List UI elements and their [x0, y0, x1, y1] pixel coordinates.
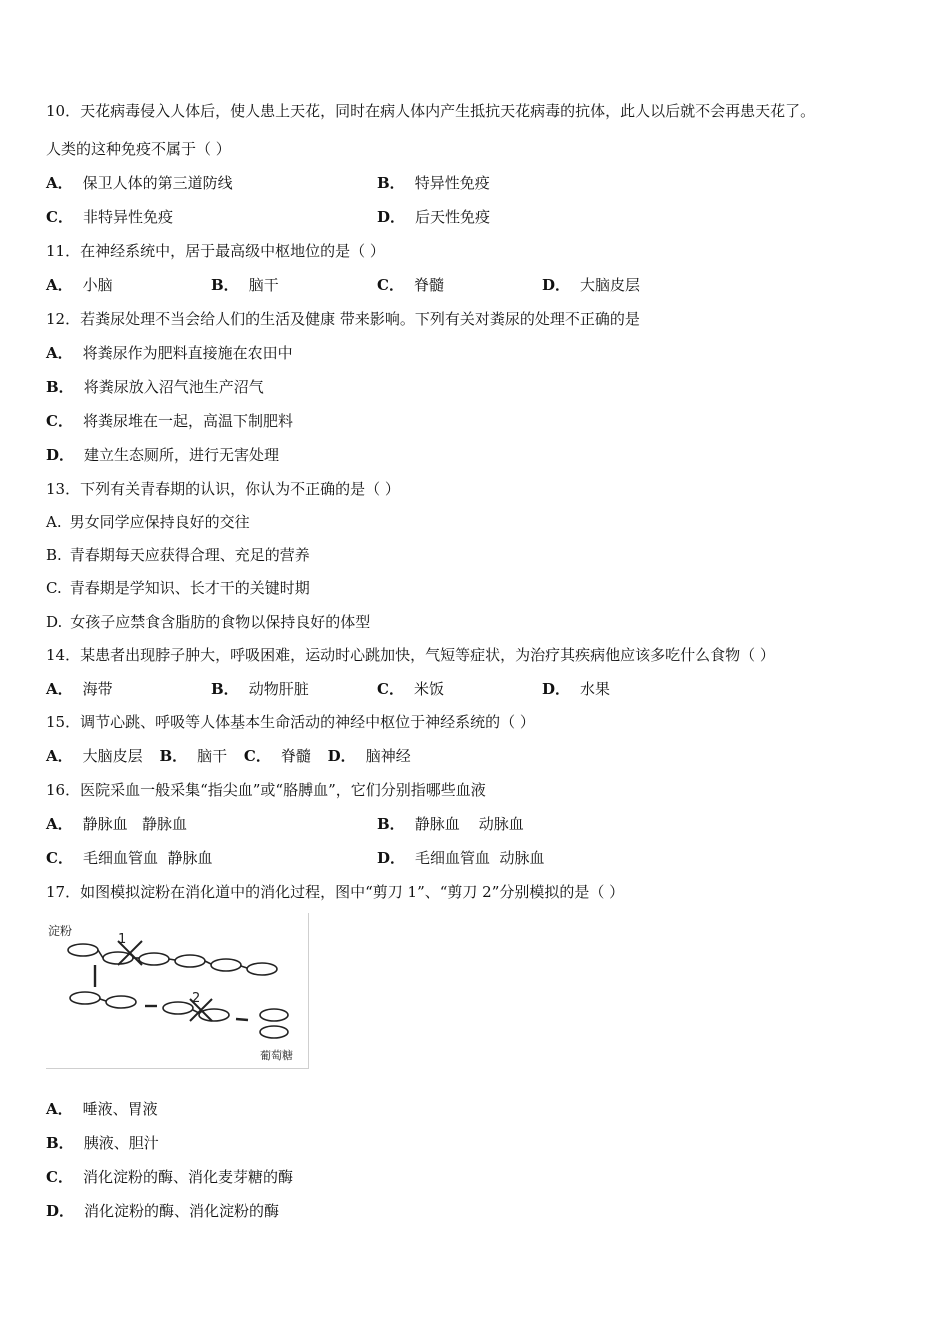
q17-option-b[interactable]: B． 胰液、胆汁	[46, 1134, 159, 1152]
q10-stem-line2: 人类的这种免疫不属于（ ）	[46, 140, 231, 158]
glucose-unit	[175, 955, 205, 967]
figure-scissors-1-label: 1	[118, 932, 127, 947]
glucose-unit	[199, 1009, 229, 1021]
q13-option-c[interactable]: C. 青春期是学知识、长才干的关键时期	[46, 579, 310, 597]
q12-option-d[interactable]: D． 建立生态厕所，进行无害处理	[46, 446, 280, 464]
q11-stem: 11．在神经系统中，居于最高级中枢地位的是（ ）	[46, 242, 385, 260]
q17-option-d[interactable]: D． 消化淀粉的酶、消化淀粉的酶	[46, 1202, 280, 1220]
starch-digestion-diagram	[46, 913, 308, 1068]
figure-label-glucose: 葡萄糖	[260, 1049, 293, 1062]
q12-option-a[interactable]: A． 将粪尿作为肥料直接施在农田中	[46, 344, 293, 362]
q15-stem: 15．调节心跳、呼吸等人体基本生命活动的神经中枢位于神经系统的（ ）	[46, 713, 535, 731]
q16-option-a[interactable]: A． 静脉血 静脉血	[46, 815, 187, 833]
q14-option-a[interactable]: A． 海带	[46, 680, 113, 698]
glucose-unit	[211, 959, 241, 971]
q16-option-d[interactable]: D． 毛细血管血 动脉血	[377, 849, 545, 867]
q16-options-row1	[0, 814, 950, 834]
q13-stem: 13．下列有关青春期的认识，你认为不正确的是（ ）	[46, 480, 400, 498]
glucose-unit	[260, 1009, 288, 1021]
q16-options-row2	[0, 848, 950, 868]
q12-stem: 12．若粪尿处理不当会给人们的生活及健康 带来影响。下列有关对粪尿的处理不正确的是	[46, 310, 640, 328]
q11-option-b[interactable]: B． 脑干	[211, 276, 279, 294]
glucose-unit	[68, 944, 98, 956]
figure-scissors-2-label: 2	[192, 991, 201, 1006]
q15-option-b[interactable]: B． 脑干	[159, 747, 228, 765]
q10-option-d[interactable]: D． 后天性免疫	[377, 208, 491, 226]
q14-option-b[interactable]: B． 动物肝脏	[211, 680, 309, 698]
q17-option-a[interactable]: A． 唾液、胃液	[46, 1100, 158, 1118]
q14-options-row	[0, 679, 950, 699]
q13-option-a[interactable]: A. 男女同学应保持良好的交往	[46, 513, 250, 531]
starch-digestion-figure	[46, 913, 309, 1069]
q10-option-b[interactable]: B． 特异性免疫	[377, 174, 490, 192]
q11-options-row	[0, 275, 950, 295]
q10-stem-line1: 10．天花病毒侵入人体后，使人患上天花，同时在病人体内产生抵抗天花病毒的抗体，此人以后就不会再患天花了。	[46, 102, 816, 120]
q14-option-c[interactable]: C． 米饭	[377, 680, 444, 698]
q10-options-row1	[0, 173, 950, 193]
q13-option-b[interactable]: B. 青春期每天应获得合理、充足的营养	[46, 546, 310, 564]
q17-option-c[interactable]: C． 消化淀粉的酶、消化麦芽糖的酶	[46, 1168, 293, 1186]
q16-stem: 16．医院采血一般采集“指尖血”或“胳膊血”，它们分别指哪些血液	[46, 781, 486, 799]
q12-option-b[interactable]: B． 将粪尿放入沼气池生产沼气	[46, 378, 264, 396]
q11-option-a[interactable]: A． 小脑	[46, 276, 113, 294]
q10-options-row2	[0, 207, 950, 227]
q13-option-d[interactable]: D. 女孩子应禁食含脂肪的食物以保持良好的体型	[46, 613, 371, 631]
q11-option-d[interactable]: D． 大脑皮层	[542, 276, 641, 294]
q15-option-c[interactable]: C． 脊髓	[243, 747, 311, 765]
q16-option-b[interactable]: B． 静脉血 动脉血	[377, 815, 524, 833]
q14-option-d[interactable]: D． 水果	[542, 680, 611, 698]
q16-option-c[interactable]: C． 毛细血管血 静脉血	[46, 849, 213, 867]
q10-option-c[interactable]: C． 非特异性免疫	[46, 208, 173, 226]
q14-stem: 14．某患者出现脖子肿大，呼吸困难，运动时心跳加快，气短等症状，为治疗其疾病他应该多吃什么食物（ ）	[46, 646, 775, 664]
q15-option-d[interactable]: D． 脑神经	[327, 747, 411, 765]
glucose-unit	[70, 992, 100, 1004]
q15-option-a[interactable]: A． 大脑皮层	[46, 747, 143, 765]
glucose-unit	[139, 953, 169, 965]
glucose-unit	[247, 963, 277, 975]
glucose-unit	[106, 996, 136, 1008]
q10-option-a[interactable]: A． 保卫人体的第三道防线	[46, 174, 233, 192]
glucose-unit	[260, 1026, 288, 1038]
glucose-unit	[163, 1002, 193, 1014]
q15-options-row	[46, 746, 423, 766]
figure-label-starch: 淀粉	[48, 924, 73, 938]
q12-option-c[interactable]: C． 将粪尿堆在一起，高温下制肥料	[46, 412, 293, 430]
q11-option-c[interactable]: C． 脊髓	[377, 276, 444, 294]
q17-stem: 17．如图模拟淀粉在消化道中的消化过程，图中“剪刀 1”、“剪刀 2”分别模拟的是（ ）	[46, 883, 625, 901]
